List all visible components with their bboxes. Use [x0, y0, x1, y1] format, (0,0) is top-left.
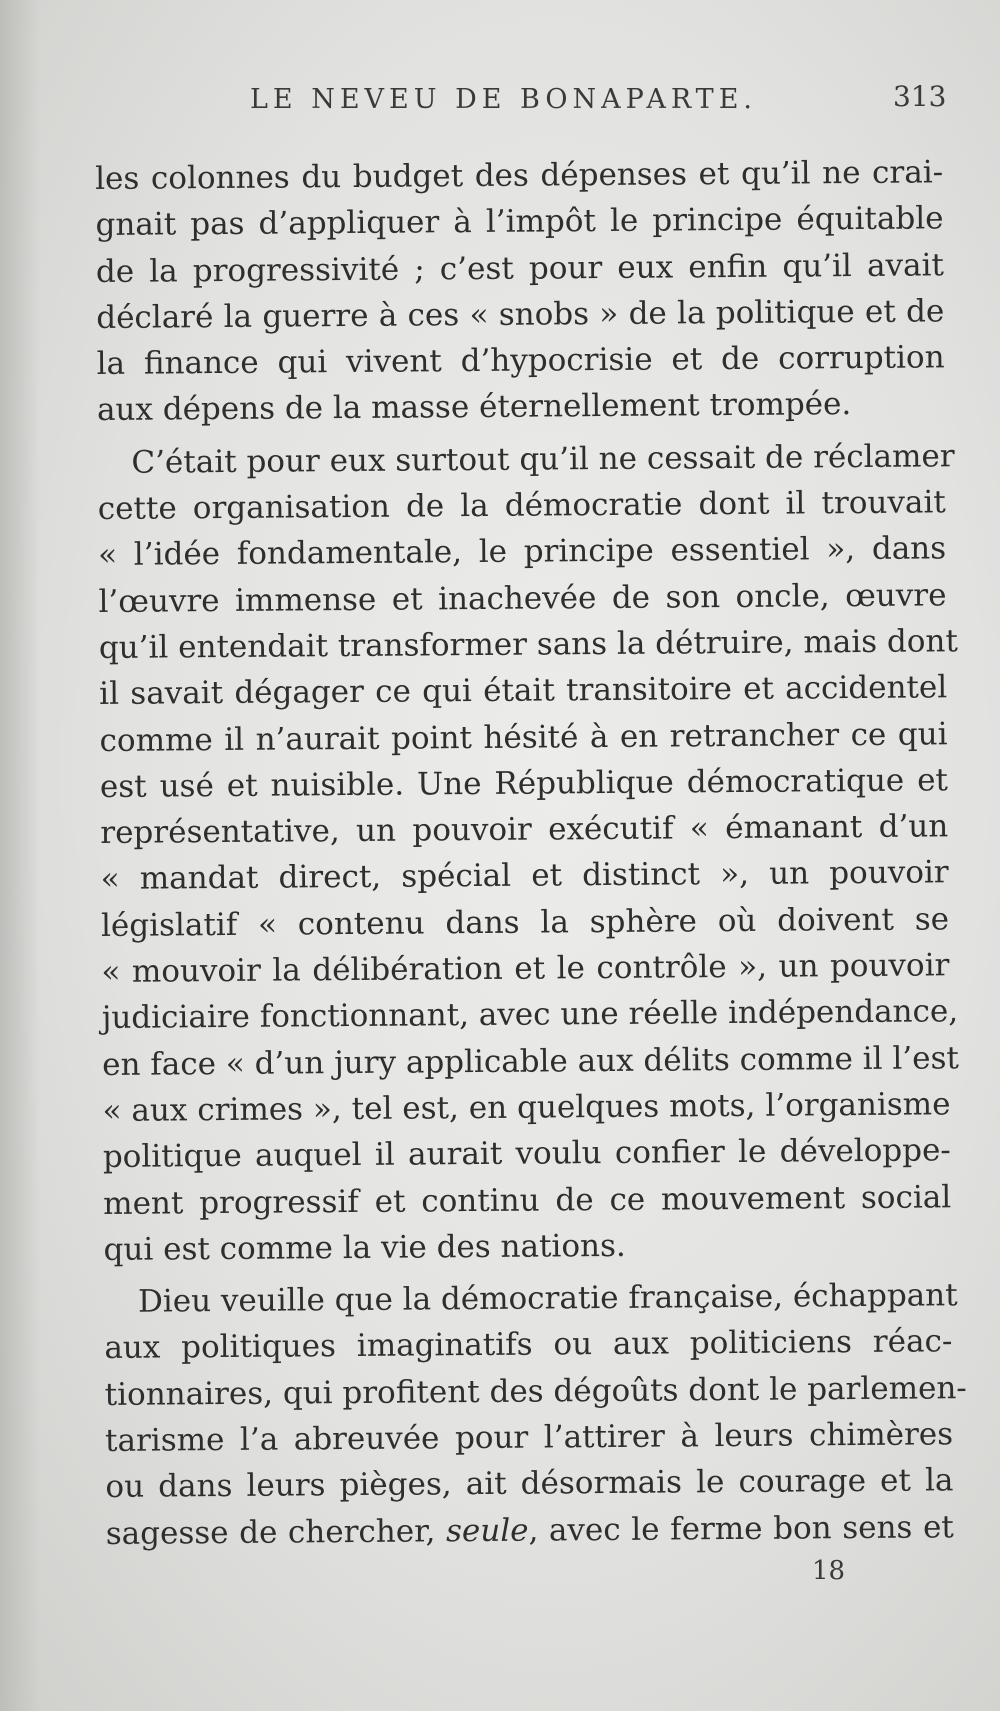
text-line: ment progressif et continu de ce mouvement social — [103, 1178, 952, 1222]
text-line — [106, 1504, 954, 1557]
text-segment: sagesse de chercher, — [105, 1512, 447, 1552]
text-line: la finance qui vivent d’hypocrisie et de corruption — [96, 339, 945, 383]
text-line: qui est comme la vie des nations. — [103, 1227, 626, 1268]
text-line: tionnaires, qui profitent des dégoûts dont le parlemen- — [104, 1369, 967, 1413]
text-line: représentative, un pouvoir exécutif « émanant d’un — [100, 808, 949, 852]
text-line: ou dans leurs pièges, ait désormais le courage et la — [105, 1462, 954, 1506]
text-line: judiciaire fonctionnant, avec une réelle indépendance, — [101, 993, 959, 1037]
text-line: qu’il entendait transformer sans la détruire, mais dont — [98, 623, 959, 666]
text-line: déclaré la guerre à ces « snobs » de la politique et de — [96, 293, 945, 336]
text-line: « mouvoir la délibération et le contrôle », un pouvoir — [101, 947, 950, 991]
body-text — [95, 149, 967, 1557]
paragraph-2 — [97, 433, 960, 1273]
text-line: gnait pas d’appliquer à l’impôt le principe équitable — [95, 200, 944, 244]
text-line: politique auquel il aurait voulu confier le développe- — [102, 1132, 951, 1176]
text-line: il savait dégager ce qui était transitoire et accidentel — [99, 669, 948, 713]
text-line: en face « d’un jury applicable aux délits comme il l’est — [101, 1039, 960, 1083]
text-line: est usé et nuisible. Une République démocratique et — [99, 762, 949, 805]
text-line: aux politiques imaginatifs ou aux politiciens réac- — [104, 1323, 953, 1367]
text-line: « l’idée fondamentale, le principe essentiel », dans — [97, 530, 947, 574]
running-title: LE NEVEU DE BONAPARTE. — [250, 84, 757, 115]
text-line: « mandat direct, spécial et distinct », un pouvoir — [100, 854, 949, 898]
signature-mark: 18 — [812, 1556, 846, 1586]
italic-word: seule — [445, 1512, 529, 1549]
paragraph-3 — [104, 1272, 967, 1556]
page-number: 313 — [893, 80, 947, 113]
text-line: cette organisation de la démocratie dont il trouvait — [97, 484, 946, 528]
text-line: les colonnes du budget des dépenses et qu’il ne crai- — [95, 154, 944, 197]
paragraph-1 — [95, 149, 945, 433]
text-line: de la progressivité ; c’est pour eux enfin qu’il avait — [95, 246, 945, 290]
text-line: aux dépens de la masse éternellement trompée. — [96, 386, 852, 429]
text-line: « aux crimes », tel est, en quelques mots, l’organisme — [102, 1086, 951, 1129]
text-segment: , avec le ferme bon sens et — [528, 1508, 954, 1549]
text-line: C’était pour eux surtout qu’il ne cessait de réclamer — [131, 438, 955, 481]
text-line: tarisme l’a abreuvée pour l’attirer à leurs chimères — [104, 1416, 954, 1459]
text-line: l’œuvre immense et inachevée de son oncle, œuvre — [98, 576, 947, 620]
text-line: législatif « contenu dans la sphère où doivent se — [100, 901, 950, 944]
text-line: comme il n’aurait point hésité à en retrancher ce qui — [99, 715, 948, 759]
page-edge-shadow — [0, 0, 40, 1711]
text-line: Dieu veuille que la démocratie française, échappant — [137, 1277, 958, 1320]
